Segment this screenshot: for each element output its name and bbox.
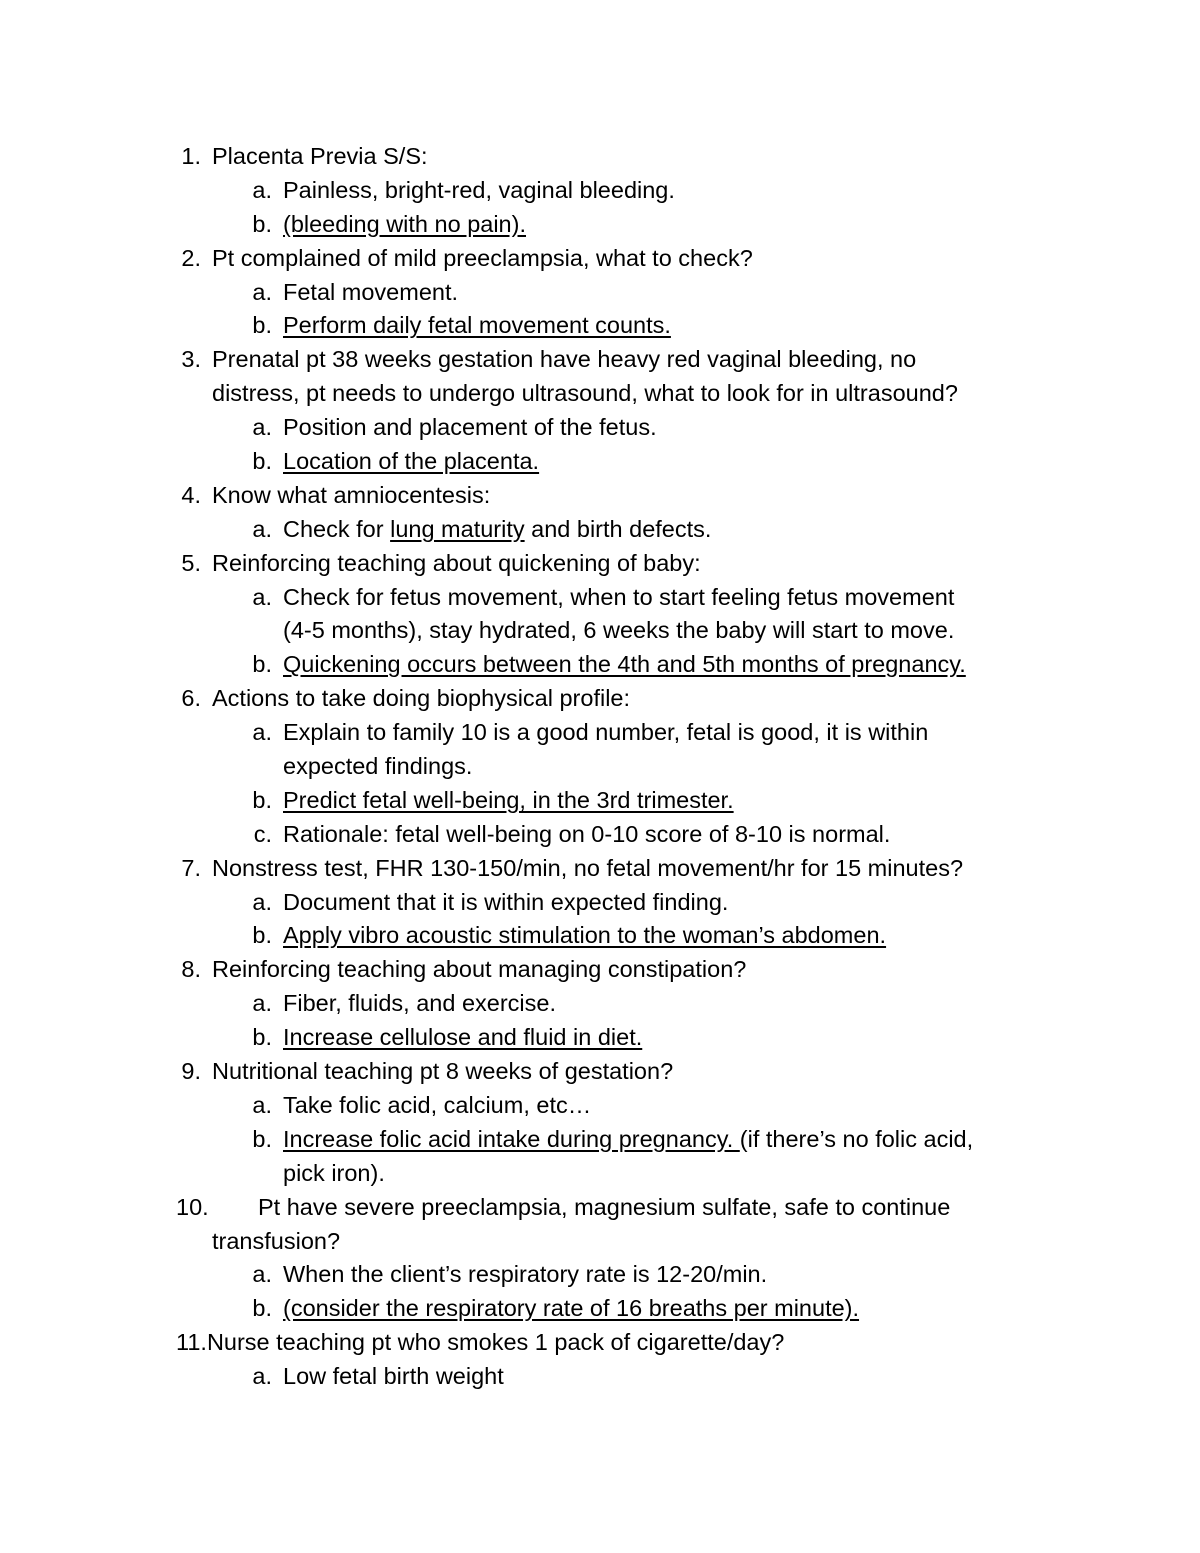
sub-item-continuation [0, 750, 1200, 784]
sub-letter: b. [252, 312, 272, 339]
item-text: Reinforcing teaching about managing constipation? [212, 956, 747, 983]
sub-letter: b. [252, 1295, 272, 1322]
sub-text-cont: (4-5 months), stay hydrated, 6 weeks the baby will start to move. [283, 617, 955, 644]
sub-text-underlined: Predict fetal well-being, in the 3rd trimester. [283, 786, 734, 813]
item-text: Pt complained of mild preeclampsia, what to check? [212, 244, 753, 271]
list-item [0, 1055, 1200, 1089]
sub-letter: a. [252, 1091, 272, 1118]
item-text-cont: transfusion? [212, 1227, 341, 1254]
item-text-body: Nurse teaching pt who smokes 1 pack of cigarette/day? [206, 1329, 785, 1356]
sub-letter: a. [252, 515, 272, 542]
sub-text-underlined: Apply vibro acoustic stimulation to the woman’s abdomen. [283, 922, 887, 949]
sub-text [283, 1123, 973, 1157]
sub-text: Explain to family 10 is a good number, fetal is good, it is within [283, 719, 929, 746]
sub-text-underlined: Increase folic acid intake during pregnancy. [283, 1125, 740, 1152]
item-text: Actions to take doing biophysical profile: [212, 685, 631, 712]
sub-item [0, 581, 1200, 615]
sub-item [0, 886, 1200, 920]
sub-text-underlined: Perform daily fetal movement counts. [283, 312, 671, 339]
sub-item [0, 411, 1200, 445]
sub-item [0, 1360, 1200, 1394]
sub-item [0, 174, 1200, 208]
sub-item [0, 716, 1200, 750]
sub-item [0, 1089, 1200, 1123]
sub-letter: b. [252, 651, 272, 678]
list-item [0, 1191, 1200, 1225]
item-number: 9. [181, 1058, 201, 1085]
sub-text-underlined: Location of the placenta. [283, 448, 540, 475]
sub-item [0, 648, 1200, 682]
list-item [0, 479, 1200, 513]
sub-item-continuation [0, 614, 1200, 648]
list-item [0, 682, 1200, 716]
sub-text: Take folic acid, calcium, etc… [283, 1091, 592, 1118]
item-number: 5. [181, 549, 201, 576]
sub-item [0, 1123, 1200, 1157]
sub-letter: a. [252, 583, 272, 610]
list-item [0, 1326, 1200, 1360]
sub-text-post: (if there’s no folic acid, [739, 1125, 974, 1152]
sub-letter: b. [252, 448, 272, 475]
sub-text: Fetal movement. [283, 278, 459, 305]
item-number: 11. [176, 1329, 207, 1356]
sub-letter: a. [252, 176, 272, 203]
sub-text-underlined: (consider the respiratory rate of 16 breaths per minute). [283, 1295, 860, 1322]
item-number: 8. [181, 956, 201, 983]
sub-text-cont: pick iron). [283, 1159, 385, 1186]
sub-text-underlined: (bleeding with no pain). [283, 210, 526, 237]
sub-text: Low fetal birth weight [283, 1363, 504, 1390]
sub-item [0, 1258, 1200, 1292]
sub-text: Check for fetus movement, when to start feeling fetus movement [283, 583, 955, 610]
list-item [0, 852, 1200, 886]
item-number: 3. [181, 346, 201, 373]
sub-letter: a. [252, 414, 272, 441]
sub-item [0, 818, 1200, 852]
sub-letter: a. [252, 719, 272, 746]
list-item-continuation [0, 1225, 1200, 1259]
item-text: Placenta Previa S/S: [212, 143, 428, 169]
sub-letter: a. [252, 1363, 272, 1390]
item-text: Prenatal pt 38 weeks gestation have heavy red vaginal bleeding, no [212, 346, 917, 373]
item-number: 2. [181, 244, 201, 271]
item-number: 10. [176, 1193, 209, 1220]
sub-item [0, 309, 1200, 343]
item-text [176, 1326, 784, 1360]
sub-text: Rationale: fetal well-being on 0-10 score of 8-10 is normal. [283, 820, 891, 847]
sub-item [0, 445, 1200, 479]
sub-text: Fiber, fluids, and exercise. [283, 990, 556, 1017]
sub-item [0, 784, 1200, 818]
sub-item [0, 208, 1200, 242]
sub-item [0, 1292, 1200, 1326]
list-item [0, 343, 1200, 377]
sub-text: Document that it is within expected finding. [283, 888, 729, 915]
sub-text: When the client’s respiratory rate is 12-20/min. [283, 1261, 768, 1288]
sub-letter: a. [252, 278, 272, 305]
list-item [0, 547, 1200, 581]
sub-text-pre: Check for [283, 515, 391, 542]
sub-item [0, 276, 1200, 310]
sub-item [0, 919, 1200, 953]
sub-text-post: and birth defects. [524, 515, 712, 542]
item-number: 4. [181, 481, 201, 508]
sub-item-continuation [0, 1157, 1200, 1191]
sub-letter: b. [252, 922, 272, 949]
sub-text-underlined: Increase cellulose and fluid in diet. [283, 1024, 643, 1051]
sub-text: Position and placement of the fetus. [283, 414, 657, 441]
sub-letter: a. [252, 888, 272, 915]
item-number: 7. [181, 854, 201, 881]
sub-letter: c. [253, 820, 272, 847]
sub-letter: b. [252, 1024, 272, 1051]
list-item-continuation [0, 377, 1200, 411]
sub-letter: b. [252, 210, 272, 237]
item-number: 1. [181, 143, 201, 169]
item-text: Pt have severe preeclampsia, magnesium sulfate, safe to continue [258, 1193, 951, 1220]
list-item [0, 953, 1200, 987]
numbered-list [0, 140, 1200, 1394]
item-text: Know what amniocentesis: [212, 481, 491, 508]
item-text: Nutritional teaching pt 8 weeks of gestation? [212, 1058, 674, 1085]
list-item [0, 140, 1200, 174]
list-item [0, 242, 1200, 276]
sub-item [0, 513, 1200, 547]
sub-item [0, 987, 1200, 1021]
sub-text [283, 513, 711, 547]
item-text: Nonstress test, FHR 130-150/min, no fetal movement/hr for 15 minutes? [212, 854, 964, 881]
sub-letter: a. [252, 990, 272, 1017]
sub-letter: b. [252, 786, 272, 813]
item-text-cont: distress, pt needs to undergo ultrasound, what to look for in ultrasound? [212, 380, 958, 407]
sub-text-cont: expected findings. [283, 753, 473, 780]
item-text: Reinforcing teaching about quickening of baby: [212, 549, 701, 576]
sub-item [0, 1021, 1200, 1055]
sub-letter: a. [252, 1261, 272, 1288]
sub-text: Painless, bright-red, vaginal bleeding. [283, 176, 675, 203]
sub-text-underlined: lung maturity [390, 515, 525, 542]
item-number: 6. [181, 685, 201, 712]
sub-text-underlined: Quickening occurs between the 4th and 5th months of pregnancy. [283, 651, 966, 678]
sub-letter: b. [252, 1125, 272, 1152]
